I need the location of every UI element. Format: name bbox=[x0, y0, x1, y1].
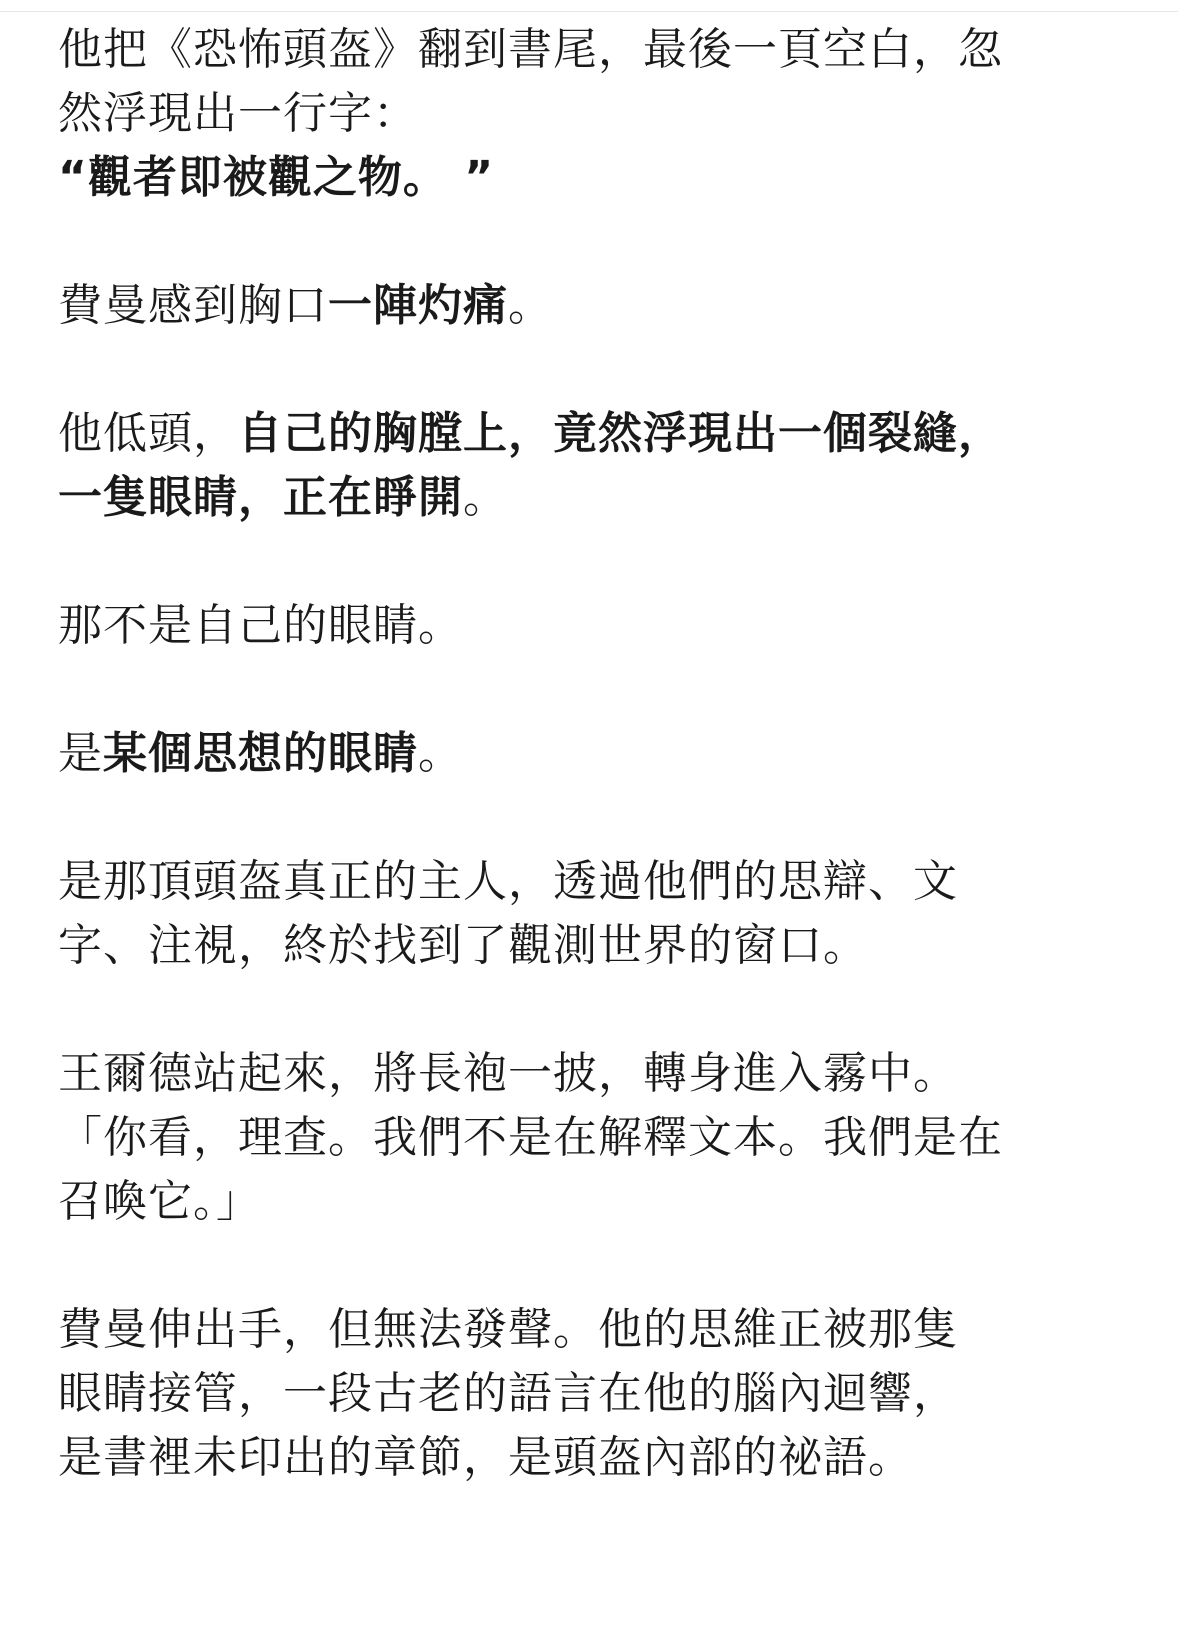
text-segment: 。 bbox=[508, 280, 553, 331]
text-segment: 。 bbox=[463, 472, 508, 523]
paragraph-2 bbox=[58, 274, 1148, 338]
bold-segment: 一陣灼痛 bbox=[328, 280, 508, 331]
text-segment: 。 bbox=[418, 728, 463, 779]
paragraph-3 bbox=[58, 402, 1148, 530]
article-body bbox=[58, 18, 1148, 1490]
paragraph-1 bbox=[58, 18, 1148, 210]
top-divider bbox=[0, 11, 1178, 12]
paragraph-5 bbox=[58, 722, 1148, 786]
text-segment: 王爾德站起來，將長袍一披，轉身進入霧中。 「你看，理查。我們不是在解釋文本。我們是在 召喚它。」 bbox=[58, 1048, 1003, 1227]
text-segment: 費曼伸出手，但無法發聲。他的思維正被那隻 眼睛接管，一段古老的語言在他的腦內迴響， 是書裡未印出的章節，是頭盔內部的祕語。 bbox=[58, 1304, 958, 1483]
paragraph-6 bbox=[58, 850, 1148, 978]
text-segment: 是那頂頭盔真正的主人，透過他們的思辯、文 字、注視，終於找到了觀測世界的窗口。 bbox=[58, 856, 958, 971]
paragraph-4 bbox=[58, 594, 1148, 658]
text-segment: 那不是自己的眼睛。 bbox=[58, 600, 463, 651]
paragraph-8 bbox=[58, 1298, 1148, 1490]
text-segment: 是 bbox=[58, 728, 103, 779]
bold-segment: “觀者即被觀之物。 ” bbox=[58, 152, 495, 203]
paragraph-7 bbox=[58, 1042, 1148, 1234]
bold-segment: 自己的胸膛上，竟然浮現出一個裂縫， 一隻眼睛，正在睜開 bbox=[58, 408, 1003, 523]
text-segment: 他把《恐怖頭盔》翻到書尾，最後一頁空白，忽 然浮現出一行字： bbox=[58, 24, 1003, 139]
text-segment: 費曼感到胸口 bbox=[58, 280, 328, 331]
bold-segment: 某個思想的眼睛 bbox=[103, 728, 418, 779]
text-segment: 他低頭， bbox=[58, 408, 238, 459]
